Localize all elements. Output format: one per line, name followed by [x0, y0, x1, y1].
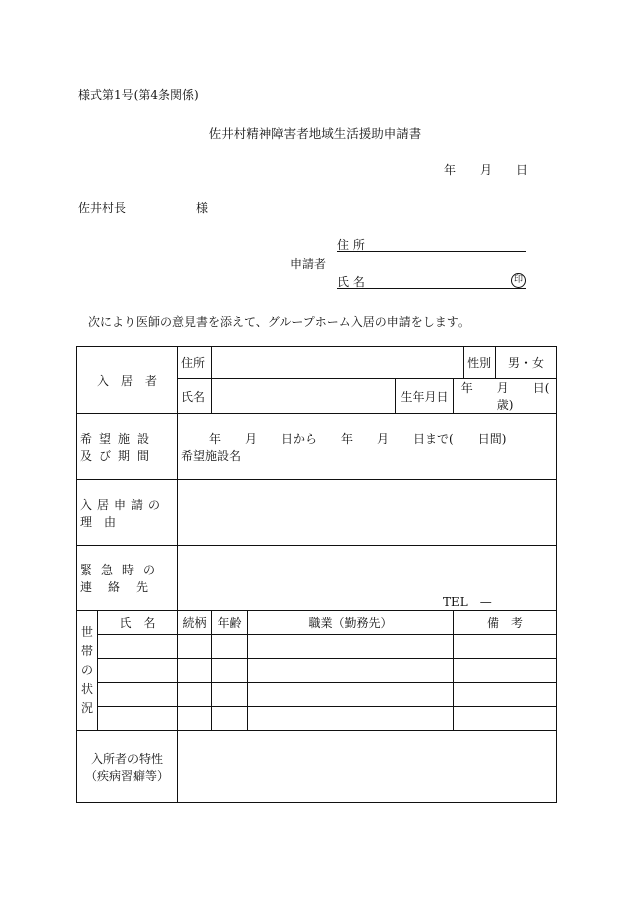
household-header-remarks-text: 備 考	[487, 616, 524, 630]
applicant-label: 申請者	[290, 257, 327, 271]
characteristics-label-cell	[77, 731, 178, 803]
seal-mark: 印	[511, 273, 526, 288]
reason-label-cell	[77, 480, 178, 546]
reason-label-line1: 入居申請の	[80, 497, 166, 512]
intro-text: 次により医師の意見書を添えて、グループホーム入居の申請をします。	[88, 315, 470, 329]
address-input-cell[interactable]	[212, 347, 464, 379]
household-header-name	[98, 611, 178, 635]
characteristics-label-line2: （疾病習癖等）	[85, 768, 170, 783]
household-row-1-name[interactable]	[98, 635, 178, 659]
household-header-occupation	[248, 611, 454, 635]
household-row-3-age[interactable]	[212, 683, 248, 707]
emergency-input-cell[interactable]	[178, 546, 557, 611]
household-header-relation	[178, 611, 212, 635]
period-value: 年 月 日から 年 月 日まで( 日間)	[209, 431, 507, 446]
household-row-3-relation[interactable]	[178, 683, 212, 707]
resident-label: 入 居 者	[97, 373, 158, 388]
address-label-cell	[178, 347, 212, 379]
form-number: 様式第1号(第4条関係)	[78, 88, 199, 102]
applicant-address-label: 住 所	[337, 238, 365, 252]
birthdate-label-cell	[396, 379, 454, 414]
household-row-4-occupation[interactable]	[248, 707, 454, 731]
household-row-4-name[interactable]	[98, 707, 178, 731]
addressee-name: 佐井村長	[78, 201, 127, 215]
household-row-2-name[interactable]	[98, 659, 178, 683]
household-header-name-text: 氏 名	[119, 616, 156, 630]
household-header-age-text: 年齢	[217, 616, 242, 630]
reason-label-line2: 理 由	[80, 514, 117, 529]
facility-period-input-cell[interactable]	[178, 414, 557, 480]
household-header-occupation-text: 職業（勤務先）	[308, 616, 393, 630]
emergency-label-cell	[77, 546, 178, 611]
household-row-1-relation[interactable]	[178, 635, 212, 659]
household-row-4-age[interactable]	[212, 707, 248, 731]
date-month-label: 月	[480, 163, 493, 177]
page-title: 佐井村精神障害者地域生活援助申請書	[208, 126, 422, 141]
household-header-relation-text: 続柄	[182, 616, 207, 630]
household-row-1-occupation[interactable]	[248, 635, 454, 659]
household-row-2-occupation[interactable]	[248, 659, 454, 683]
household-row-3-remarks[interactable]	[454, 683, 557, 707]
household-row-3-occupation[interactable]	[248, 683, 454, 707]
reason-input-cell[interactable]	[178, 480, 557, 546]
household-header-remarks	[454, 611, 557, 635]
emergency-label-line1: 緊急時の	[80, 563, 165, 577]
facility-period-label-cell	[77, 414, 178, 480]
gender-options-cell[interactable]	[496, 347, 557, 379]
characteristics-label-line1: 入所者の特性	[91, 751, 164, 766]
gender-label: 性別	[467, 356, 492, 370]
household-row-3-name[interactable]	[98, 683, 178, 707]
birthdate-label: 生年月日	[400, 389, 449, 404]
applicant-name-field[interactable]	[337, 273, 526, 289]
household-row-2-age[interactable]	[212, 659, 248, 683]
date-day-label: 日	[516, 163, 529, 177]
tel-label: TEL —	[443, 595, 492, 609]
applicant-address-field[interactable]	[337, 236, 526, 252]
gender-label-cell	[464, 347, 496, 379]
birthdate-input-cell[interactable]	[454, 379, 574, 414]
addressee-honorific: 様	[196, 201, 209, 215]
application-table	[76, 346, 574, 803]
emergency-label-line2: 連絡先	[80, 580, 165, 594]
characteristics-input-cell[interactable]	[178, 731, 557, 803]
household-row-2-remarks[interactable]	[454, 659, 557, 683]
name-input-cell[interactable]	[212, 379, 396, 414]
birthdate-value: 年 月 日( 歳)	[460, 381, 574, 412]
address-label: 住所	[181, 356, 206, 370]
household-row-1-age[interactable]	[212, 635, 248, 659]
name-label-cell	[178, 379, 212, 414]
applicant-name-label: 氏 名	[337, 275, 365, 289]
household-row-4-relation[interactable]	[178, 707, 212, 731]
name-label: 氏名	[181, 389, 206, 404]
household-row-1-remarks[interactable]	[454, 635, 557, 659]
gender-options: 男・女	[508, 356, 545, 370]
household-label: 世帯の状況	[81, 625, 94, 715]
facility-name-label: 希望施設名	[181, 448, 242, 463]
resident-label-cell	[77, 347, 178, 414]
facility-period-label-line1: 希望施設	[80, 431, 157, 446]
household-row-2-relation[interactable]	[178, 659, 212, 683]
household-row-4-remarks[interactable]	[454, 707, 557, 731]
household-header-age	[212, 611, 248, 635]
facility-period-label-line2: 及び期間	[80, 448, 157, 463]
date-year-label: 年	[444, 163, 457, 177]
household-label-cell	[77, 611, 98, 731]
